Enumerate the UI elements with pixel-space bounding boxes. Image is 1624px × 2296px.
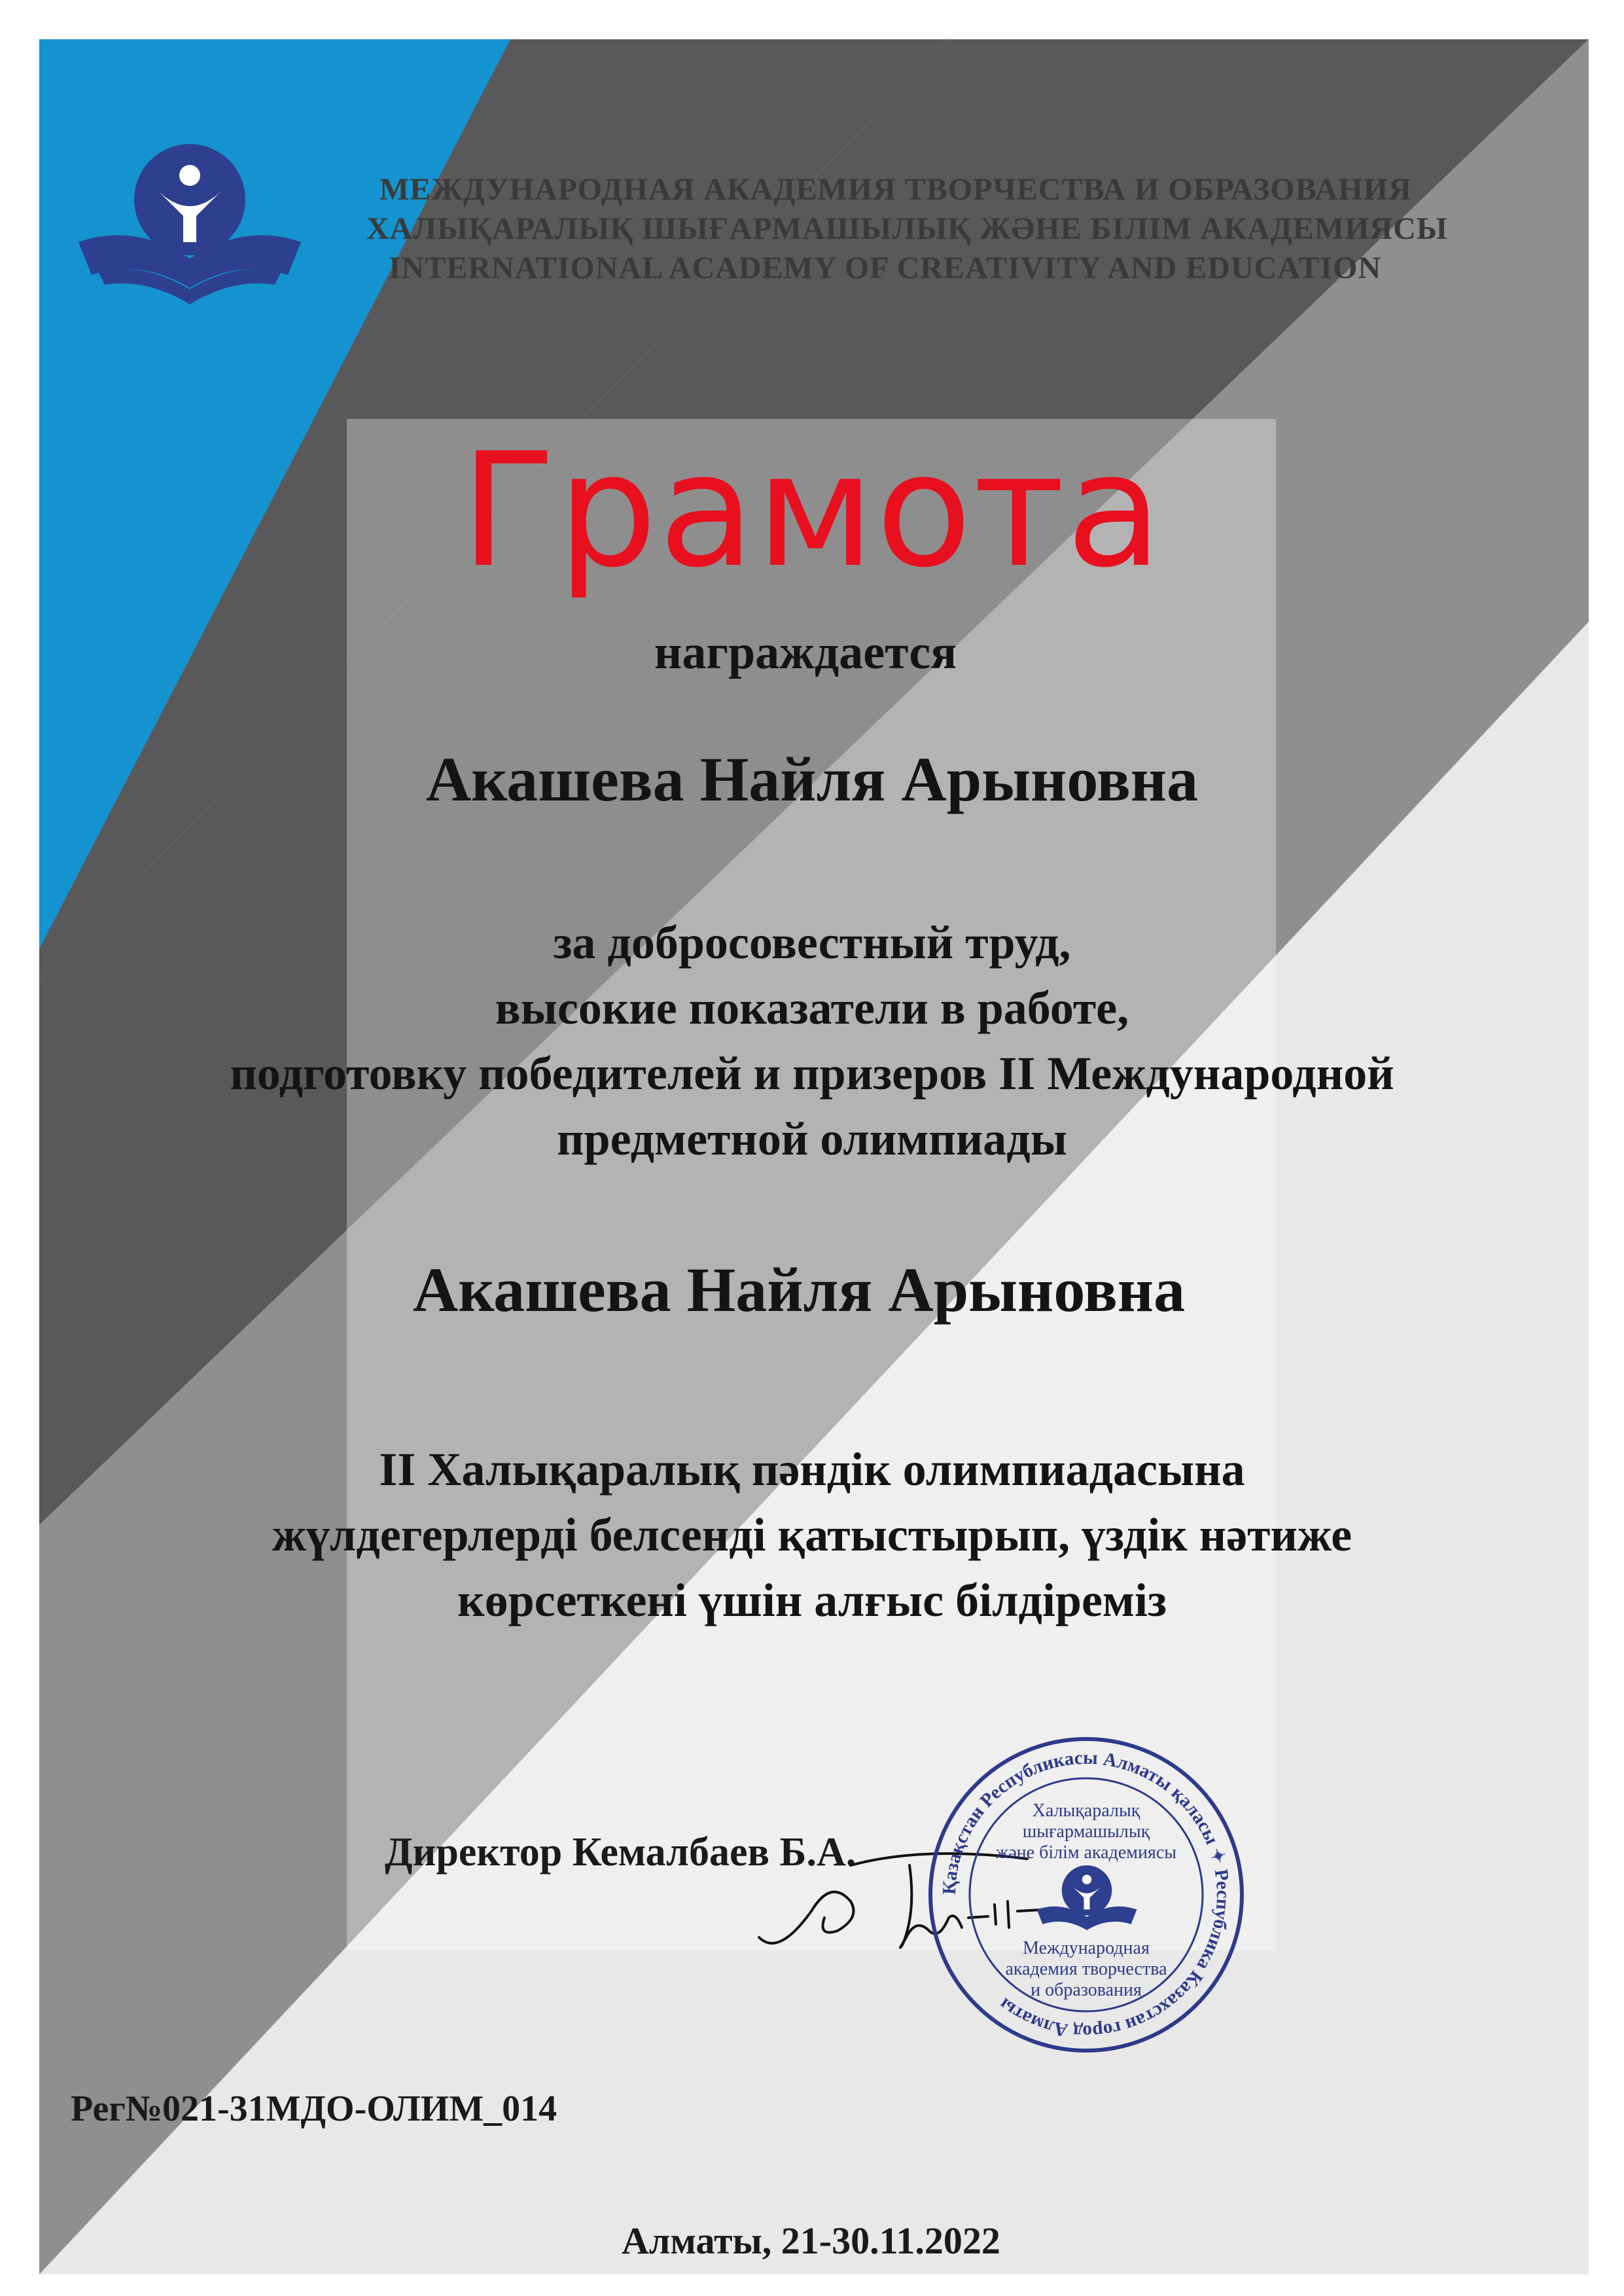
stamp-inner-top-line: Халықаралық bbox=[1032, 1801, 1140, 1821]
stamp-logo-icon bbox=[1037, 1865, 1137, 1930]
director-signature-label: Директор Кемалбаев Б.А. bbox=[385, 1830, 856, 1874]
stamp-inner-bottom-line: Международная bbox=[1023, 1938, 1150, 1958]
book-with-person-logo-icon bbox=[72, 144, 308, 314]
awarded-label: награждается bbox=[654, 626, 957, 679]
reason-ru-line: предметной олимпиады bbox=[557, 1113, 1067, 1165]
header-academy-en: INTERNATIONAL ACADEMY OF CREATIVITY AND EDUCATION bbox=[389, 251, 1382, 285]
reason-kz-line: жүлдегерлерді белсенді қатыстырып, үздік нәтиже bbox=[272, 1509, 1352, 1561]
reason-text-kz bbox=[0, 1437, 1624, 1633]
recipient-name-kz: Акашева Найля Арыновна bbox=[412, 1255, 1186, 1325]
reason-kz-line: көрсеткені үшін алғыс білдіреміз bbox=[457, 1574, 1167, 1626]
certificate-title: Грамота bbox=[460, 419, 1164, 602]
stamp-inner-bottom-line: и образования bbox=[1031, 1980, 1142, 2000]
header-academy-kz: ХАЛЫҚАРАЛЫҚ ШЫҒАРМАШЫЛЫҚ ЖӘНЕ БІЛІМ АКАДЕМИЯСЫ bbox=[366, 211, 1448, 246]
stamp-inner-top-line: және білім академиясы bbox=[995, 1842, 1177, 1863]
recipient-name: Акашева Найля Арыновна bbox=[425, 744, 1199, 814]
stamp-inner-top-line: шығармашылық bbox=[1022, 1821, 1150, 1842]
stamp-ring-text: Қазақстан Республикасы Алматы қаласы ✦ Республика Казахстан город Алматы bbox=[938, 1747, 1234, 2043]
reason-text-ru bbox=[0, 910, 1624, 1172]
reason-ru-line: за добросовестный труд, bbox=[553, 916, 1071, 969]
reason-ru-line: высокие показатели в работе, bbox=[495, 982, 1129, 1034]
header-academy-ru: МЕЖДУНАРОДНАЯ АКАДЕМИЯ ТВОРЧЕСТВА И ОБРАЗОВАНИЯ bbox=[380, 172, 1412, 207]
academy-stamp bbox=[926, 1734, 1246, 2055]
stamp-inner-bottom-line: академия творчества bbox=[1005, 1959, 1167, 1979]
reason-kz-line: II Халықаралық пәндік олимпиадасына bbox=[379, 1443, 1245, 1496]
reason-ru-line: подготовку победителей и призеров II Международной bbox=[230, 1047, 1394, 1100]
place-and-date: Алматы, 21-30.11.2022 bbox=[622, 2219, 1000, 2262]
registration-number: Рег№021-31МДО-ОЛИМ_014 bbox=[71, 2089, 557, 2129]
